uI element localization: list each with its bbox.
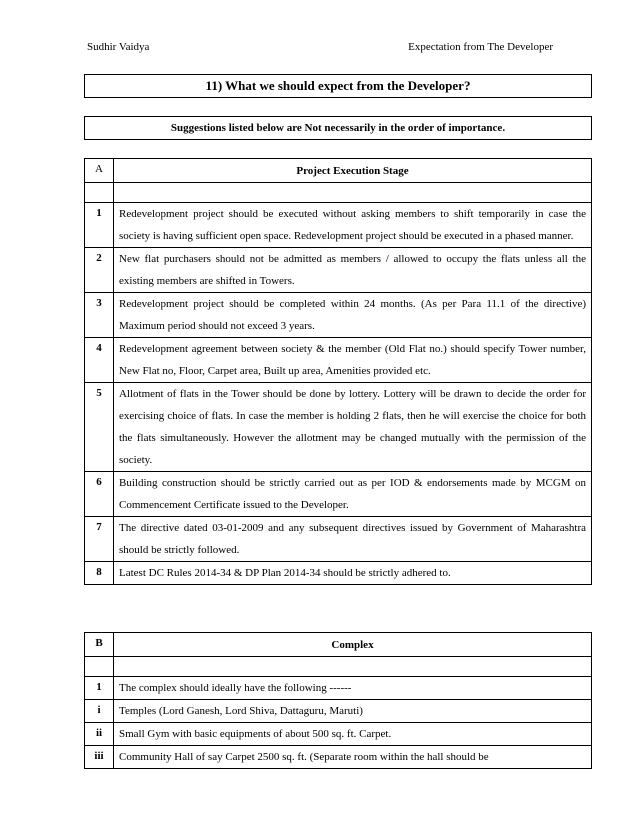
row-number: 4: [85, 338, 114, 383]
row-text: Building construction should be strictly carried out as per IOD & endorsements made by MCGM on Commencement Certificate issued to the Developer.: [114, 472, 592, 517]
table-row: [85, 293, 592, 338]
table-row: [85, 338, 592, 383]
table-row: [85, 746, 592, 769]
section-heading: Complex: [114, 633, 592, 657]
row-text: Allotment of flats in the Tower should be done by lottery. Lottery will be drawn to decide the order for exercising choice of flats. In case the member is holding 2 flats, then he will exercise the choice for both the flats simultaneously. However the allotment may be changed mutually with the permission of the society.: [114, 383, 592, 472]
row-number: 1: [85, 677, 114, 700]
suggestion-box: [84, 116, 592, 140]
table-complex: [84, 632, 592, 769]
section-title: 11) What we should expect from the Developer?: [205, 78, 471, 93]
table-row: [85, 517, 592, 562]
table-row: [85, 383, 592, 472]
row-text: Redevelopment project should be executed without asking members to shift temporarily in case the society is having sufficient open space. Redevelopment project should be executed in a phased manner.: [114, 203, 592, 248]
section-label: A: [85, 159, 114, 183]
table-row: [85, 203, 592, 248]
row-number: 5: [85, 383, 114, 472]
table-header-row: [85, 159, 592, 183]
row-text: The complex should ideally have the following ------: [114, 677, 592, 700]
row-number: iii: [85, 746, 114, 769]
section-label: B: [85, 633, 114, 657]
row-number: i: [85, 700, 114, 723]
suggestion-note: Suggestions listed below are Not necessarily in the order of importance.: [170, 122, 506, 134]
table-row: [85, 562, 592, 585]
page-header-title: Expectation from The Developer: [408, 41, 553, 53]
empty-row: [85, 657, 592, 677]
row-number: 3: [85, 293, 114, 338]
section-heading: Project Execution Stage: [114, 159, 592, 183]
row-number: 2: [85, 248, 114, 293]
row-text: Redevelopment agreement between society & the member (Old Flat no.) should specify Tower number, New Flat no, Floor, Carpet area, Built up area, Amenities provided etc.: [114, 338, 592, 383]
table-header-row: [85, 633, 592, 657]
row-text: Small Gym with basic equipments of about 500 sq. ft. Carpet.: [114, 723, 592, 746]
row-number: ii: [85, 723, 114, 746]
row-text: Temples (Lord Ganesh, Lord Shiva, Dattaguru, Maruti): [114, 700, 592, 723]
row-number: 7: [85, 517, 114, 562]
empty-row: [85, 183, 592, 203]
table-row: [85, 723, 592, 746]
page-header-author: Sudhir Vaidya: [87, 41, 150, 53]
section-title-box: [84, 74, 592, 98]
table-row: [85, 677, 592, 700]
row-text: The directive dated 03-01-2009 and any subsequent directives issued by Government of Maharashtra should be strictly followed.: [114, 517, 592, 562]
table-row: [85, 472, 592, 517]
row-number: 1: [85, 203, 114, 248]
row-number: 8: [85, 562, 114, 585]
row-text: New flat purchasers should not be admitted as members / allowed to occupy the flats unless all the existing members are shifted in Towers.: [114, 248, 592, 293]
row-text: Latest DC Rules 2014-34 & DP Plan 2014-34 should be strictly adhered to.: [114, 562, 592, 585]
table-project-execution: [84, 158, 592, 585]
row-number: 6: [85, 472, 114, 517]
table-row: [85, 700, 592, 723]
row-text: Redevelopment project should be completed within 24 months. (As per Para 11.1 of the directive) Maximum period should not exceed 3 years.: [114, 293, 592, 338]
row-text: Community Hall of say Carpet 2500 sq. ft. (Separate room within the hall should be: [114, 746, 592, 769]
table-row: [85, 248, 592, 293]
